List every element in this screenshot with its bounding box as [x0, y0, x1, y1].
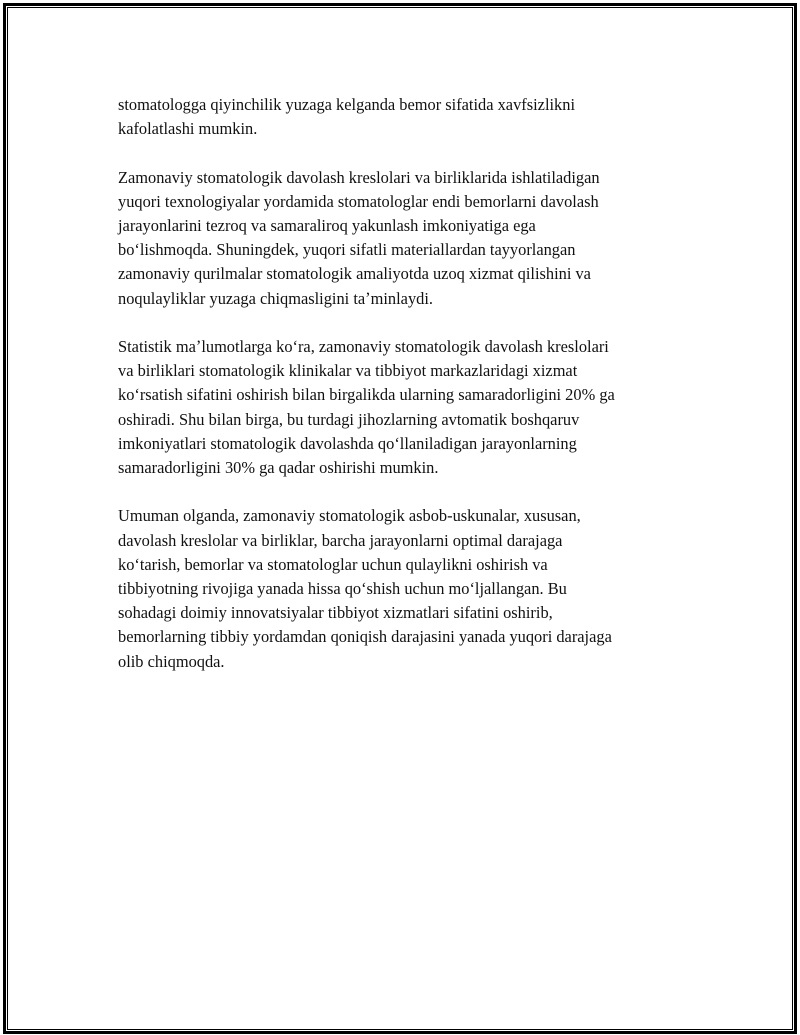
text-line: yuqori texnologiyalar yordamida stomatologlar endi bemorlarni davolash	[118, 191, 599, 211]
text-line: koʻtarish, bemorlar va stomatologlar uchun qulaylikni oshirish va	[118, 554, 548, 574]
text-line: Statistik maʼlumotlarga koʻra, zamonaviy stomatologik davolash kreslolari	[118, 337, 609, 356]
document-body	[118, 93, 684, 698]
text-line: davolash kreslolar va birliklar, barcha jarayonlarni optimal darajaga	[118, 530, 563, 550]
text-line: imkoniyatlari stomatologik davolashda qoʻllaniladigan jarayonlarning	[118, 433, 577, 453]
text-line: sohadagi doimiy innovatsiyalar tibbiyot xizmatlari sifatini oshirib,	[118, 603, 553, 623]
text-line: jarayonlarini tezroq va samaraliroq yakunlash imkoniyatiga ega	[118, 216, 536, 235]
text-line: olib chiqmoqda.	[118, 651, 225, 671]
text-line: koʻrsatish sifatini oshirish bilan birgalikda ularning samaradorligini 20% ga	[118, 385, 615, 405]
text-line: kafolatlashi mumkin.	[118, 119, 258, 139]
paragraph-3	[118, 335, 684, 480]
text-line: Umuman olganda, zamonaviy stomatologik asbob-uskunalar, xususan,	[118, 506, 581, 526]
text-line: Zamonaviy stomatologik davolash kreslolari va birliklarida ishlatiladigan	[118, 167, 600, 187]
text-line: tibbiyotning rivojiga yanada hissa qoʻshish uchun moʻljallangan. Bu	[118, 579, 567, 599]
text-line: zamonaviy qurilmalar stomatologik amaliyotda uzoq xizmat qilishini va	[118, 264, 591, 284]
text-line: va birliklari stomatologik klinikalar va tibbiyot markazlaridagi xizmat	[118, 361, 578, 381]
text-line: oshiradi. Shu bilan birga, bu turdagi jihozlarning avtomatik boshqaruv	[118, 409, 580, 429]
paragraph-1	[118, 93, 684, 141]
text-line: samaradorligini 30% ga qadar oshirishi mumkin.	[118, 458, 439, 478]
paragraph-4	[118, 504, 684, 673]
text-line: boʻlishmoqda. Shuningdek, yuqori sifatli materiallardan tayyorlangan	[118, 240, 576, 260]
paragraph-2	[118, 166, 684, 311]
text-line: bemorlarning tibbiy yordamdan qoniqish darajasini yanada yuqori darajaga	[118, 627, 612, 647]
text-line: noqulayliklar yuzaga chiqmasligini taʼminlaydi.	[118, 288, 433, 308]
text-line: stomatologga qiyinchilik yuzaga kelganda bemor sifatida xavfsizlikni	[118, 95, 575, 114]
